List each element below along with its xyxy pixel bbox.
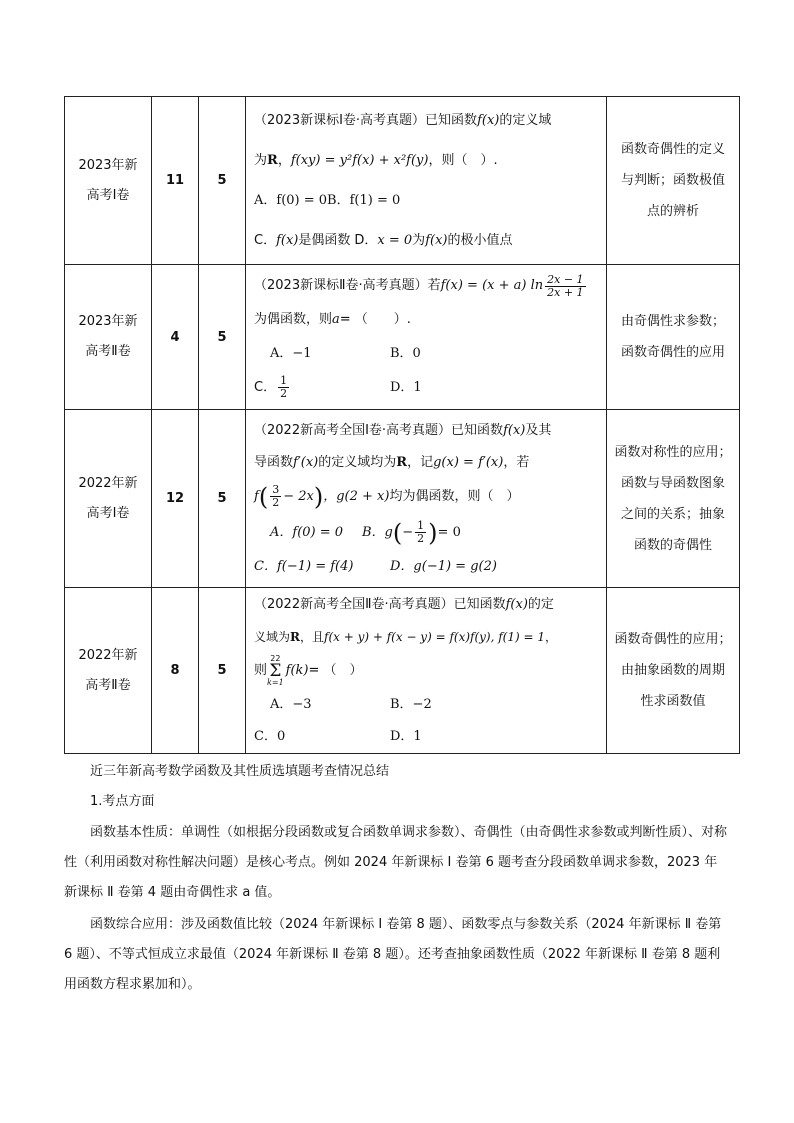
question-text: 则 xyxy=(254,662,268,678)
topic-line: 函数奇偶性的应用 xyxy=(620,345,725,360)
question-cell: （2022新高考全国Ⅰ卷·高考真题）已知函数 f(x) 及其 导函数 f′(x) 的定义域均为 R ，记 g(x) = f′(x) ，若 f ( $\frac{3}{2}$ − 2x ) ，g(2 + x) 均为偶函数，则（ ） A．f(0) = 0 B．g ( − $\frac{1}{2}$ ) = 0 C．f(−1) = f(4) D．g(−1) = g(2) xyxy=(246,410,607,588)
option-d-label: D． xyxy=(354,232,378,248)
math-expr: R xyxy=(267,152,278,168)
fraction-denominator: 2 xyxy=(272,496,280,509)
option-a: A．−1 xyxy=(270,346,312,361)
topic-line: 与判断；函数极值 xyxy=(620,173,725,188)
option-a: A．f(0) = 0 xyxy=(270,524,344,540)
option-a: A．−3 xyxy=(270,696,312,712)
topic-line: 函数对称性的应用； xyxy=(614,444,732,460)
question-number: 11 xyxy=(152,97,199,265)
option-b: B．f(1) = 0 xyxy=(327,192,401,208)
summation-symbol: 22 Σ k=1 xyxy=(267,653,284,687)
question-cell xyxy=(246,265,607,410)
exam-label: 高考Ⅱ卷 xyxy=(85,344,131,359)
option-c: C．0 xyxy=(254,728,286,744)
topic-cell xyxy=(607,97,740,265)
question-score: 5 xyxy=(199,588,246,754)
fraction xyxy=(545,274,585,299)
exam-questions-table xyxy=(64,96,740,754)
option-d: D．1 xyxy=(390,728,422,744)
question-text: 均为偶函数，则（ ） xyxy=(389,488,520,504)
fraction xyxy=(278,375,289,400)
math-expr: f(x) xyxy=(505,596,528,612)
topic-cell xyxy=(607,410,740,588)
math-expr: f(x) = (x + a) ln xyxy=(440,278,544,293)
topic-line: 函数奇偶性的应用； xyxy=(614,632,732,647)
question-score: 5 xyxy=(199,410,246,588)
fraction-denominator: 2 xyxy=(417,532,425,545)
question-number: 8 xyxy=(152,588,199,754)
math-expr: R xyxy=(396,454,408,470)
question-text: ，若 xyxy=(503,454,530,470)
exam-cell xyxy=(65,410,152,588)
question-text: = （ ） xyxy=(308,662,363,678)
math-expr: f′(x) xyxy=(293,454,319,470)
math-expr: x = 0 xyxy=(377,232,413,248)
topic-line: 性求函数值 xyxy=(640,694,706,709)
exam-label: 2022年新 xyxy=(78,475,138,491)
table-row xyxy=(65,588,740,754)
topic-cell xyxy=(607,588,740,754)
question-text: ，则（ ）. xyxy=(428,152,498,168)
math-expr: f(x) xyxy=(276,232,299,248)
fraction-numerator: 1 xyxy=(417,519,425,532)
question-text: 导函数 xyxy=(254,454,294,470)
question-text: 的定 xyxy=(527,596,554,612)
fraction-numerator: 1 xyxy=(280,374,288,387)
option-d-text: 为 xyxy=(412,232,426,248)
exam-label: 2023年新 xyxy=(78,314,138,329)
topic-line: 函数奇偶性的定义 xyxy=(620,142,725,157)
exam-label: 2022年新 xyxy=(78,647,138,663)
fraction xyxy=(270,484,281,509)
question-text: 为 xyxy=(254,152,268,168)
option-c: C．f(−1) = f(4) xyxy=(254,558,354,574)
option-d-text: 的极小值点 xyxy=(447,232,513,248)
option-b: B．−2 xyxy=(390,696,432,712)
question-text: = （ ）. xyxy=(339,312,411,327)
math-expr: − 2x xyxy=(283,488,314,504)
fraction-denominator: 2x + 1 xyxy=(547,285,584,299)
exam-cell xyxy=(65,97,152,265)
fraction-denominator: 2 xyxy=(280,387,288,400)
sum-lower: k=1 xyxy=(267,677,284,687)
section-heading: 1.考点方面 xyxy=(90,794,155,809)
math-expr: g(x) = f′(x) xyxy=(433,454,504,470)
option-b: B．0 xyxy=(390,346,421,361)
question-text: 为偶函数，则 xyxy=(254,312,333,327)
math-expr: f(x + y) + f(x − y) = f(x)f(y), f(1) = 1 xyxy=(324,629,545,644)
question-number: 12 xyxy=(152,410,199,588)
question-cell xyxy=(246,588,607,754)
question-number: 4 xyxy=(152,265,199,410)
table-row xyxy=(65,410,740,588)
topic-line: 函数与导函数图象 xyxy=(620,475,725,491)
question-source: （2023新课标Ⅱ卷·高考真题）若 xyxy=(254,278,441,293)
math-expr: ，g(2 + x) xyxy=(323,488,390,504)
question-source: （2022新高考全国Ⅱ卷·高考真题）已知函数 xyxy=(254,596,506,612)
question-source: （2022新高考全国Ⅰ卷·高考真题）已知函数 xyxy=(254,422,504,438)
math-expr: f(xy) = y²f(x) + x²f(y) xyxy=(290,152,429,168)
topic-line: 点的辨析 xyxy=(646,204,699,219)
math-expr: = 0 xyxy=(437,524,461,540)
sum-upper: 22 xyxy=(270,653,281,663)
math-expr: f(x) xyxy=(425,232,448,248)
question-source: （2023新课标Ⅰ卷·高考真题）已知函数 xyxy=(254,112,478,128)
option-c-label: C． xyxy=(254,380,277,395)
question-text: ，且 xyxy=(300,629,325,644)
topic-cell xyxy=(607,265,740,410)
exam-label: 高考Ⅱ卷 xyxy=(85,677,131,693)
exam-cell xyxy=(65,265,152,410)
summary-paragraph: 函数综合应用：涉及函数值比较（2024 年新课标 Ⅰ 卷第 8 题）、函数零点与参数关系（2024 年新课标 Ⅱ 卷第 6 题）、不等式恒成立求最值（2024 年新课标 Ⅱ 卷第 8 题）。还考查抽象函数性质（2022 年新课标 Ⅱ 卷第 8 题利用函数方程求累加和）。 xyxy=(64,917,722,992)
summary-paragraph: 函数基本性质：单调性（如根据分段函数或复合函数单调求参数）、奇偶性（由奇偶性求参数或判断性质）、对称性（利用函数对称性解决问题）是核心考点。例如 2024 年新课标 Ⅰ 卷第 6 题考查分段函数单调求参数，2023 年新课标 Ⅱ 卷第 4 题由奇偶性求 a 值。 xyxy=(64,825,728,900)
math-expr: f(k) xyxy=(285,662,309,678)
fraction xyxy=(415,520,426,545)
fraction-numerator: 2x − 1 xyxy=(547,272,584,286)
question-text: 的定义域均为 xyxy=(318,454,397,470)
question-text: ，记 xyxy=(407,454,434,470)
question-text: ， xyxy=(545,629,558,644)
math-expr: a xyxy=(332,312,340,327)
option-c-text: 是偶函数 xyxy=(298,232,351,248)
topic-line: 函数的奇偶性 xyxy=(633,537,712,553)
exam-label: 高考Ⅰ卷 xyxy=(86,187,130,203)
question-text: 义域为 xyxy=(254,629,291,644)
exam-cell xyxy=(65,588,152,754)
table-row xyxy=(65,97,740,265)
option-c xyxy=(254,371,390,405)
fraction-numerator: 3 xyxy=(272,483,280,496)
math-expr: f(x) xyxy=(477,112,500,128)
summary-title: 近三年新高考数学函数及其性质选填题考查情况总结 xyxy=(90,764,390,779)
math-expr: R xyxy=(290,629,300,644)
table-row xyxy=(65,265,740,410)
question-text: 及其 xyxy=(525,422,552,438)
option-a: A．f(0) = 0 xyxy=(254,192,328,208)
question-score: 5 xyxy=(199,97,246,265)
topic-line: 由奇偶性求参数； xyxy=(620,314,725,329)
math-expr: f(x) xyxy=(503,422,526,438)
option-b-label: B．g xyxy=(362,524,393,540)
question-text: 的定义域 xyxy=(499,112,552,128)
question-score: 5 xyxy=(199,265,246,410)
option-d: D．g(−1) = g(2) xyxy=(390,558,497,574)
topic-line: 之间的关系；抽象 xyxy=(620,506,725,522)
math-expr: f xyxy=(254,488,259,504)
exam-label: 高考Ⅰ卷 xyxy=(86,505,130,521)
option-c-label: C． xyxy=(254,232,277,248)
option-d: D．1 xyxy=(390,380,422,395)
exam-label: 2023年新 xyxy=(78,157,138,173)
question-cell: （2023新课标Ⅰ卷·高考真题）已知函数 f(x) 的定义域 为 R ， f(xy) = y²f(x) + x²f(y) ，则（ ）. A．f(0) = 0 B．f(1) = 0 C． f(x) 是偶函数 D． x = 0 为 f(x) 的极小值点 xyxy=(246,97,607,265)
topic-line: 由抽象函数的周期 xyxy=(620,663,725,678)
